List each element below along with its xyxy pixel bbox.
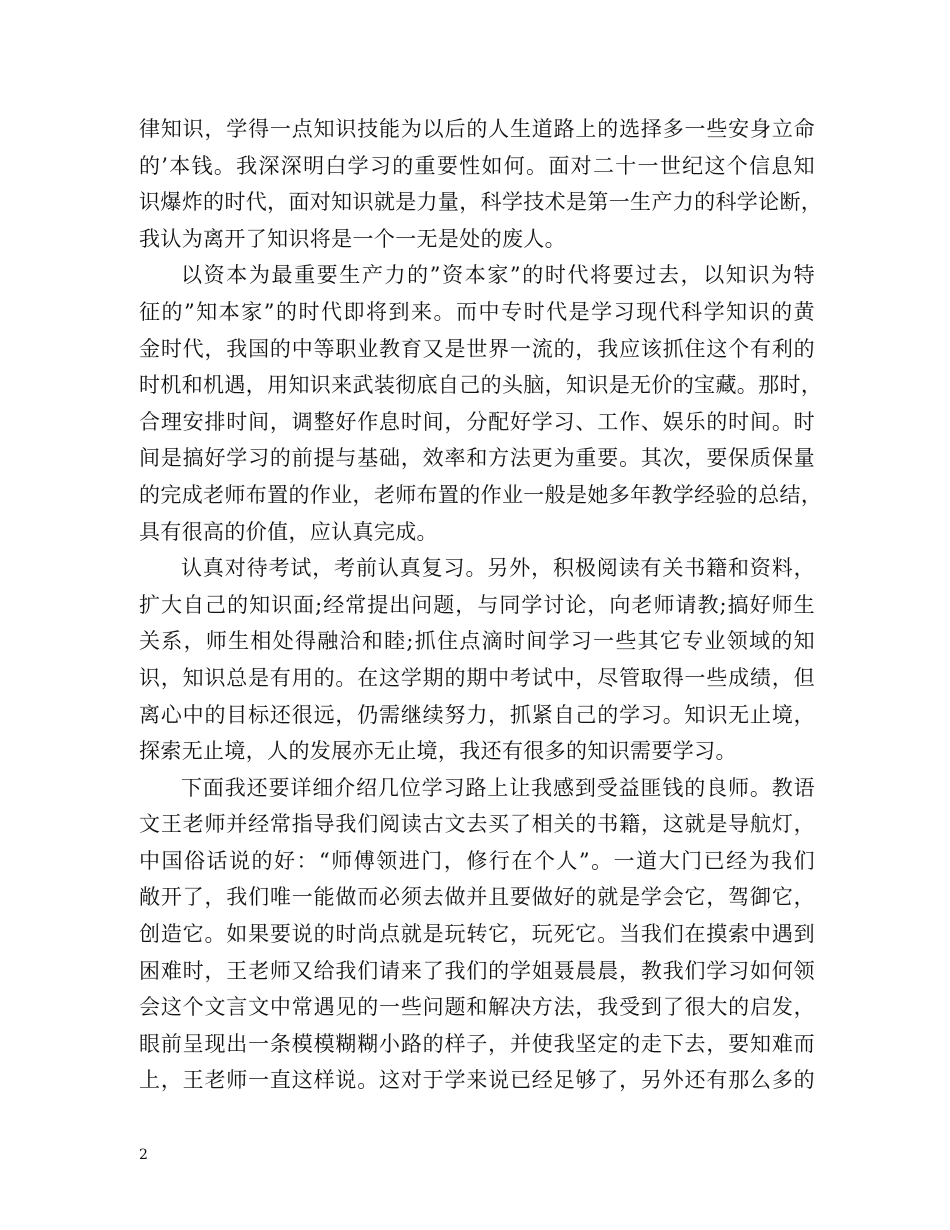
page-number: 2 (139, 1147, 148, 1163)
text-line: 时机和机遇，用知识来武装彻底自己的头脑，知识是无价的宝藏。那时， (139, 373, 823, 398)
text-line: 眼前呈现出一条模模糊糊小路的样子，并使我坚定的走下去，要知难而 (139, 1031, 815, 1056)
text-line: 的’本钱。我深深明白学习的重要性如何。面对二十一世纪这个信息知 (139, 153, 815, 178)
text-line: 征的”知本家”的时代即将到来。而中专时代是学习现代科学知识的黄 (139, 299, 815, 324)
text-line: 合理安排时间，调整好作息时间，分配好学习、工作、娱乐的时间。时 (139, 409, 815, 434)
text-line: 我认为离开了知识将是一个一无是处的废人。 (139, 226, 566, 251)
paragraph-first-line: 认真对待考试，考前认真复习。另外，积极阅读有关书籍和资料， (181, 556, 815, 581)
text-line: 探索无止境，人的发展亦无止境，我还有很多的知识需要学习。 (139, 739, 737, 764)
text-line: 离心中的目标还很远，仍需继续努力，抓紧自己的学习。知识无止境， (139, 702, 815, 727)
text-line: 关系，师生相处得融洽和睦;抓住点滴时间学习一些其它专业领域的知 (139, 629, 815, 654)
text-line: 创造它。如果要说的时尚点就是玩转它，玩死它。当我们在摸索中遇到 (139, 922, 815, 947)
text-line: 会这个文言文中常遇见的一些问题和解决方法，我受到了很大的启发， (139, 995, 815, 1020)
text-line: 识爆炸的时代，面对知识就是力量，科学技术是第一生产力的科学论断， (139, 190, 823, 215)
text-line: 文王老师并经常指导我们阅读古文去买了相关的书籍，这就是导航灯， (139, 812, 815, 837)
text-line: 的完成老师布置的作业，老师布置的作业一般是她多年教学经验的总结， (139, 482, 823, 507)
text-line: 敞开了，我们唯一能做而必须去做并且要做好的就是学会它，驾御它， (139, 885, 815, 910)
text-line: 上，王老师一直这样说。这对于学来说已经足够了，另外还有那么多的 (139, 1068, 815, 1093)
paragraph-first-line: 下面我还要详细介绍几位学习路上让我感到受益匪钱的良师。教语 (181, 775, 815, 800)
body-text (139, 111, 823, 1099)
text-line: 困难时，王老师又给我们请来了我们的学姐聂晨晨，教我们学习如何领 (139, 958, 815, 983)
text-line: 律知识，学得一点知识技能为以后的人生道路上的选择多一些安身立命 (139, 117, 815, 141)
text-line: 金时代，我国的中等职业教育又是世界一流的，我应该抓住这个有利的 (139, 336, 815, 361)
text-line: 扩大自己的知识面;经常提出问题，与同学讨论，向老师请教;搞好师生 (139, 592, 815, 617)
text-line: 间是搞好学习的前提与基础，效率和方法更为重要。其次，要保质保量 (139, 446, 815, 471)
text-line: 识，知识总是有用的。在这学期的期中考试中，尽管取得一些成绩，但 (139, 665, 815, 690)
paragraph-first-line: 以资本为最重要生产力的”资本家”的时代将要过去，以知识为特 (181, 263, 815, 288)
text-line: 中国俗话说的好：“师傅领进门，修行在个人”。一道大门已经为我们 (139, 848, 815, 873)
text-line: 具有很高的价值，应认真完成。 (139, 519, 438, 544)
